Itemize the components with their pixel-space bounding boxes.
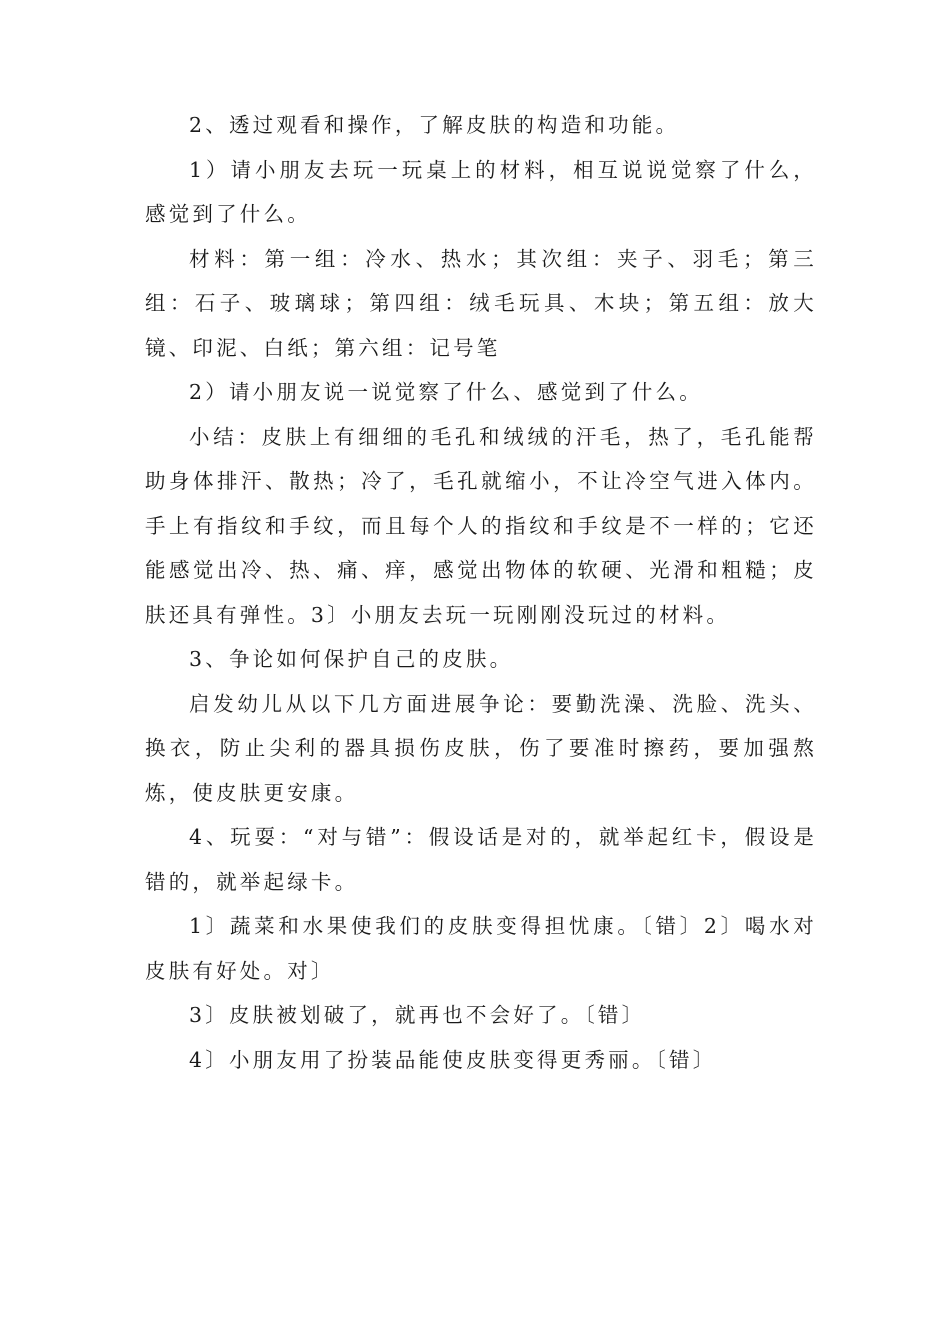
paragraph-step-2: 2、透过观看和操作，了解皮肤的构造和功能。 xyxy=(189,113,680,137)
paragraph-step-3: 3、争论如何保护自己的皮肤。 xyxy=(189,647,514,671)
paragraph-substep-2: 2）请小朋友说一说觉察了什么、感觉到了什么。 xyxy=(189,380,703,404)
document-body xyxy=(145,103,817,1082)
paragraph-summary: 小结：皮肤上有细细的毛孔和绒绒的汗毛，热了，毛孔能帮助身体排汗、散热；冷了，毛孔就缩小，不让冷空气进入体内。手上有指纹和手纹，而且每个人的指纹和手纹是不一样的；它还能感觉出冷、热、痛、痒，感觉出物体的软硬、光滑和粗糙；皮肤还具有弹性。3〕小朋友去玩一玩刚刚没玩过的材料。 xyxy=(145,424,817,627)
paragraph-step-4-game: 4、玩耍：“对与错”：假设话是对的，就举起红卡，假设是错的，就举起绿卡。 xyxy=(145,825,817,894)
paragraph-question-3: 3〕皮肤被划破了，就再也不会好了。〔错〕 xyxy=(189,1003,646,1027)
paragraph-question-1-2: 1〕蔬菜和水果使我们的皮肤变得担忧康。〔错〕2〕喝水对皮肤有好处。对〕 xyxy=(145,914,817,983)
paragraph-materials: 材料：第一组：冷水、热水；其次组：夹子、羽毛；第三组：石子、玻璃球；第四组：绒毛玩具、木块；第五组：放大镜、印泥、白纸；第六组：记号笔 xyxy=(145,246,817,360)
paragraph-substep-1: 1）请小朋友去玩一玩桌上的材料，相互说说觉察了什么，感觉到了什么。 xyxy=(145,157,817,226)
paragraph-discussion: 启发幼儿从以下几方面进展争论：要勤洗澡、洗脸、洗头、换衣，防止尖利的器具损伤皮肤，伤了要准时擦药，要加强熬炼，使皮肤更安康。 xyxy=(145,691,817,805)
paragraph-question-4: 4〕小朋友用了扮装品能使皮肤变得更秀丽。〔错〕 xyxy=(189,1047,717,1072)
